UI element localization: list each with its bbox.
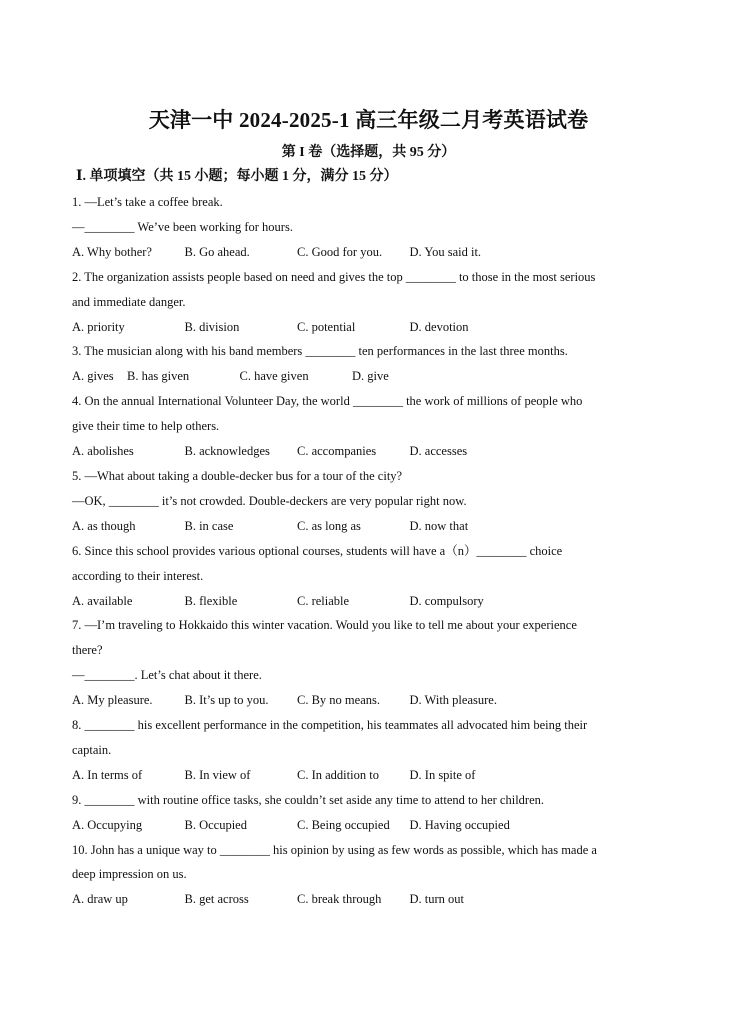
option-d[interactable]: D. accesses [409, 444, 468, 459]
options-row [72, 763, 672, 788]
question-2 [72, 265, 672, 340]
option-a[interactable]: A. draw up [72, 892, 128, 907]
question-5 [72, 464, 672, 539]
option-d[interactable]: D. With pleasure. [409, 693, 497, 708]
options-row [72, 439, 672, 464]
question-7 [72, 613, 672, 713]
question-text: 8. ________ his excellent performance in the competition, his teammates all advocated him being their [72, 718, 588, 733]
option-c[interactable]: C. By no means. [297, 693, 380, 708]
option-a[interactable]: A. gives [72, 369, 114, 384]
option-b[interactable]: B. Occupied [184, 817, 247, 832]
question-1 [72, 190, 672, 265]
option-a[interactable]: A. abolishes [72, 444, 134, 459]
options-row [72, 887, 672, 912]
question-text: captain. [72, 742, 112, 757]
question-text: 1. —Let’s take a coffee break. [72, 195, 223, 209]
question-text: and immediate danger. [72, 294, 186, 309]
section-heading: Ⅰ. 单项填空（共 15 小题；每小题 1 分，满分 15 分） [76, 169, 398, 184]
question-text: 3. The musician along with his band members ________ ten performances in the last three months. [72, 344, 568, 359]
question-text: 9. ________ with routine office tasks, she couldn’t set aside any time to attend to her children. [72, 792, 545, 807]
option-b[interactable]: B. in case [184, 518, 234, 533]
option-a[interactable]: A. My pleasure. [72, 693, 153, 708]
question-list [72, 190, 672, 912]
question-6 [72, 539, 672, 614]
question-text: 5. —What about taking a double-decker bus for a tour of the city? [72, 468, 403, 483]
question-text: 2. The organization assists people based on need and gives the top ________ to those in the most serious [72, 269, 596, 284]
option-b[interactable]: B. flexible [184, 593, 238, 608]
question-text: give their time to help others. [72, 419, 220, 434]
question-text: —OK, ________ it’s not crowded. Double-deckers are very popular right now. [72, 493, 467, 508]
option-d[interactable]: D. give [352, 369, 389, 384]
question-text: deep impression on us. [72, 867, 187, 882]
option-c[interactable]: C. In addition to [297, 767, 379, 782]
option-b[interactable]: B. acknowledges [184, 444, 270, 459]
question-10 [72, 838, 672, 913]
option-c[interactable]: C. have given [239, 369, 309, 384]
question-4 [72, 389, 672, 464]
option-b[interactable]: B. It’s up to you. [184, 693, 269, 708]
options-row [72, 514, 672, 539]
question-text: 10. John has a unique way to ________ his opinion by using as few words as possible, which has made a [72, 842, 597, 857]
option-b[interactable]: B. Go ahead. [184, 244, 250, 259]
option-c[interactable]: C. break through [297, 892, 382, 907]
question-text: 4. On the annual International Volunteer Day, the world ________ the work of millions of people who [72, 394, 583, 409]
option-a[interactable]: A. In terms of [72, 767, 143, 782]
question-text: there? [72, 643, 103, 658]
option-c[interactable]: C. Being occupied [297, 817, 390, 832]
option-b[interactable]: B. division [184, 319, 240, 334]
options-row [72, 688, 672, 713]
option-a[interactable]: A. priority [72, 319, 125, 334]
option-d[interactable]: D. devotion [409, 319, 469, 334]
options-row [72, 813, 672, 838]
option-d[interactable]: D. You said it. [409, 244, 482, 259]
question-text: 7. —I’m traveling to Hokkaido this winter vacation. Would you like to tell me about your experience [72, 618, 577, 633]
option-c[interactable]: C. accompanies [297, 444, 377, 459]
option-b[interactable]: B. has given [127, 369, 190, 384]
exam-title: 天津一中 2024-2025-1 高三年级二月考英语试卷 [148, 108, 589, 132]
option-b[interactable]: B. get across [184, 892, 249, 907]
option-a[interactable]: A. as though [72, 518, 136, 533]
option-c[interactable]: C. reliable [297, 593, 350, 608]
option-c[interactable]: C. potential [297, 319, 356, 334]
option-d[interactable]: D. turn out [409, 892, 465, 907]
option-c[interactable]: C. Good for you. [297, 244, 383, 259]
options-row [72, 589, 672, 614]
question-text: —________ We’ve been working for hours. [72, 219, 293, 234]
option-d[interactable]: D. In spite of [409, 767, 476, 782]
option-c[interactable]: C. as long as [297, 518, 361, 533]
option-a[interactable]: A. available [72, 593, 133, 608]
option-d[interactable]: D. compulsory [409, 593, 484, 608]
option-b[interactable]: B. In view of [184, 767, 251, 782]
options-row [72, 364, 672, 389]
option-a[interactable]: A. Why bother? [72, 244, 152, 259]
question-text: according to their interest. [72, 568, 204, 583]
question-text: 6. Since this school provides various optional courses, students will have a（n）________ choice [72, 543, 563, 558]
question-9 [72, 788, 672, 838]
exam-subtitle: 第 I 卷（选择题，共 95 分） [281, 145, 456, 160]
question-text: —________. Let’s chat about it there. [72, 668, 262, 683]
options-row [72, 315, 672, 340]
question-8 [72, 713, 672, 788]
options-row [72, 240, 672, 265]
option-a[interactable]: A. Occupying [72, 817, 143, 832]
option-d[interactable]: D. Having occupied [409, 817, 510, 832]
question-3 [72, 339, 672, 389]
option-d[interactable]: D. now that [409, 518, 469, 533]
